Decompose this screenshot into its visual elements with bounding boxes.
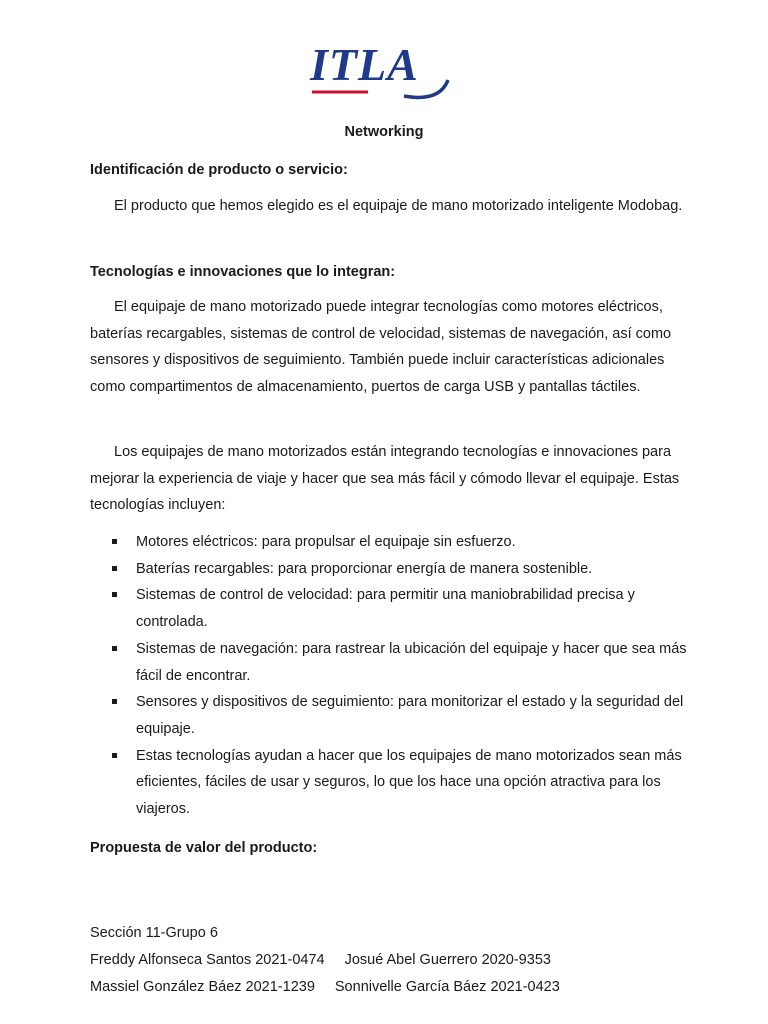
heading-propuesta-valor: Propuesta de valor del producto: (90, 840, 318, 856)
list-item-text: Estas tecnologías ayudan a hacer que los equipajes de mano motorizados sean más eficientes, fáciles de usar y seguros, lo que los hace una opción atractiva para los viajeros. (136, 747, 682, 818)
list-item (90, 556, 690, 583)
bullet-icon (112, 646, 117, 651)
list-item (90, 689, 690, 742)
footer-section (90, 923, 218, 943)
list-item (90, 743, 690, 823)
author-name: Freddy Alfonseca Santos 2021-0474 (90, 952, 325, 968)
list-item (90, 529, 690, 556)
section-group-label: Sección 11-Grupo 6 (90, 925, 218, 941)
paragraph-producto: El producto que hemos elegido es el equipaje de mano motorizado inteligente Modobag. (114, 198, 683, 214)
author-name: Josué Abel Guerrero 2020-9353 (344, 952, 551, 968)
heading-tecnologias: Tecnologías e innovaciones que lo integran: (90, 264, 396, 280)
bullet-icon (112, 566, 117, 571)
footer-authors-row-1 (90, 950, 551, 970)
author-name: Massiel González Báez 2021-1239 (90, 979, 315, 995)
bullet-icon (112, 539, 117, 544)
itla-logo (308, 36, 454, 108)
list-item (90, 582, 690, 635)
footer-authors-row-2 (90, 977, 560, 997)
logo-wordmark: ITLA (310, 39, 419, 90)
bullet-icon (112, 699, 117, 704)
list-item-text: Motores eléctricos: para propulsar el equipaje sin esfuerzo. (136, 534, 516, 550)
author-name: Sonnivelle García Báez 2021-0423 (334, 979, 560, 995)
paragraph-tecnologias-2: Los equipajes de mano motorizados están integrando tecnologías e innovaciones para mejorar la experiencia de viaje y hacer que sea más fácil y cómodo llevar el equipaje. Estas tecnologías incluyen: (90, 444, 680, 514)
heading-identificacion: Identificación de producto o servicio: (90, 162, 348, 178)
document-title: Networking (344, 124, 424, 140)
list-item-text: Baterías recargables: para proporcionar energía de manera sostenible. (136, 560, 593, 577)
list-item (90, 636, 690, 689)
list-item-text: Sistemas de control de velocidad: para permitir una maniobrabilidad precisa y controlada. (136, 587, 635, 631)
technology-list (90, 529, 690, 823)
list-item-text: Sistemas de navegación: para rastrear la ubicación del equipaje y hacer que sea más fácil de encontrar. (136, 640, 687, 684)
paragraph-tecnologias-1: El equipaje de mano motorizado puede integrar tecnologías como motores eléctricos, baterías recargables, sistemas de control de velocidad, sistemas de navegación, así como sensores y dispositivos de seguimiento. También puede incluir características adicionales como compartimentos de almacenamiento, puertos de carga USB y pantallas táctiles. (90, 299, 672, 396)
bullet-icon (112, 592, 117, 597)
bullet-icon (112, 753, 117, 758)
list-item-text: Sensores y dispositivos de seguimiento: para monitorizar el estado y la seguridad del equipaje. (136, 694, 684, 737)
